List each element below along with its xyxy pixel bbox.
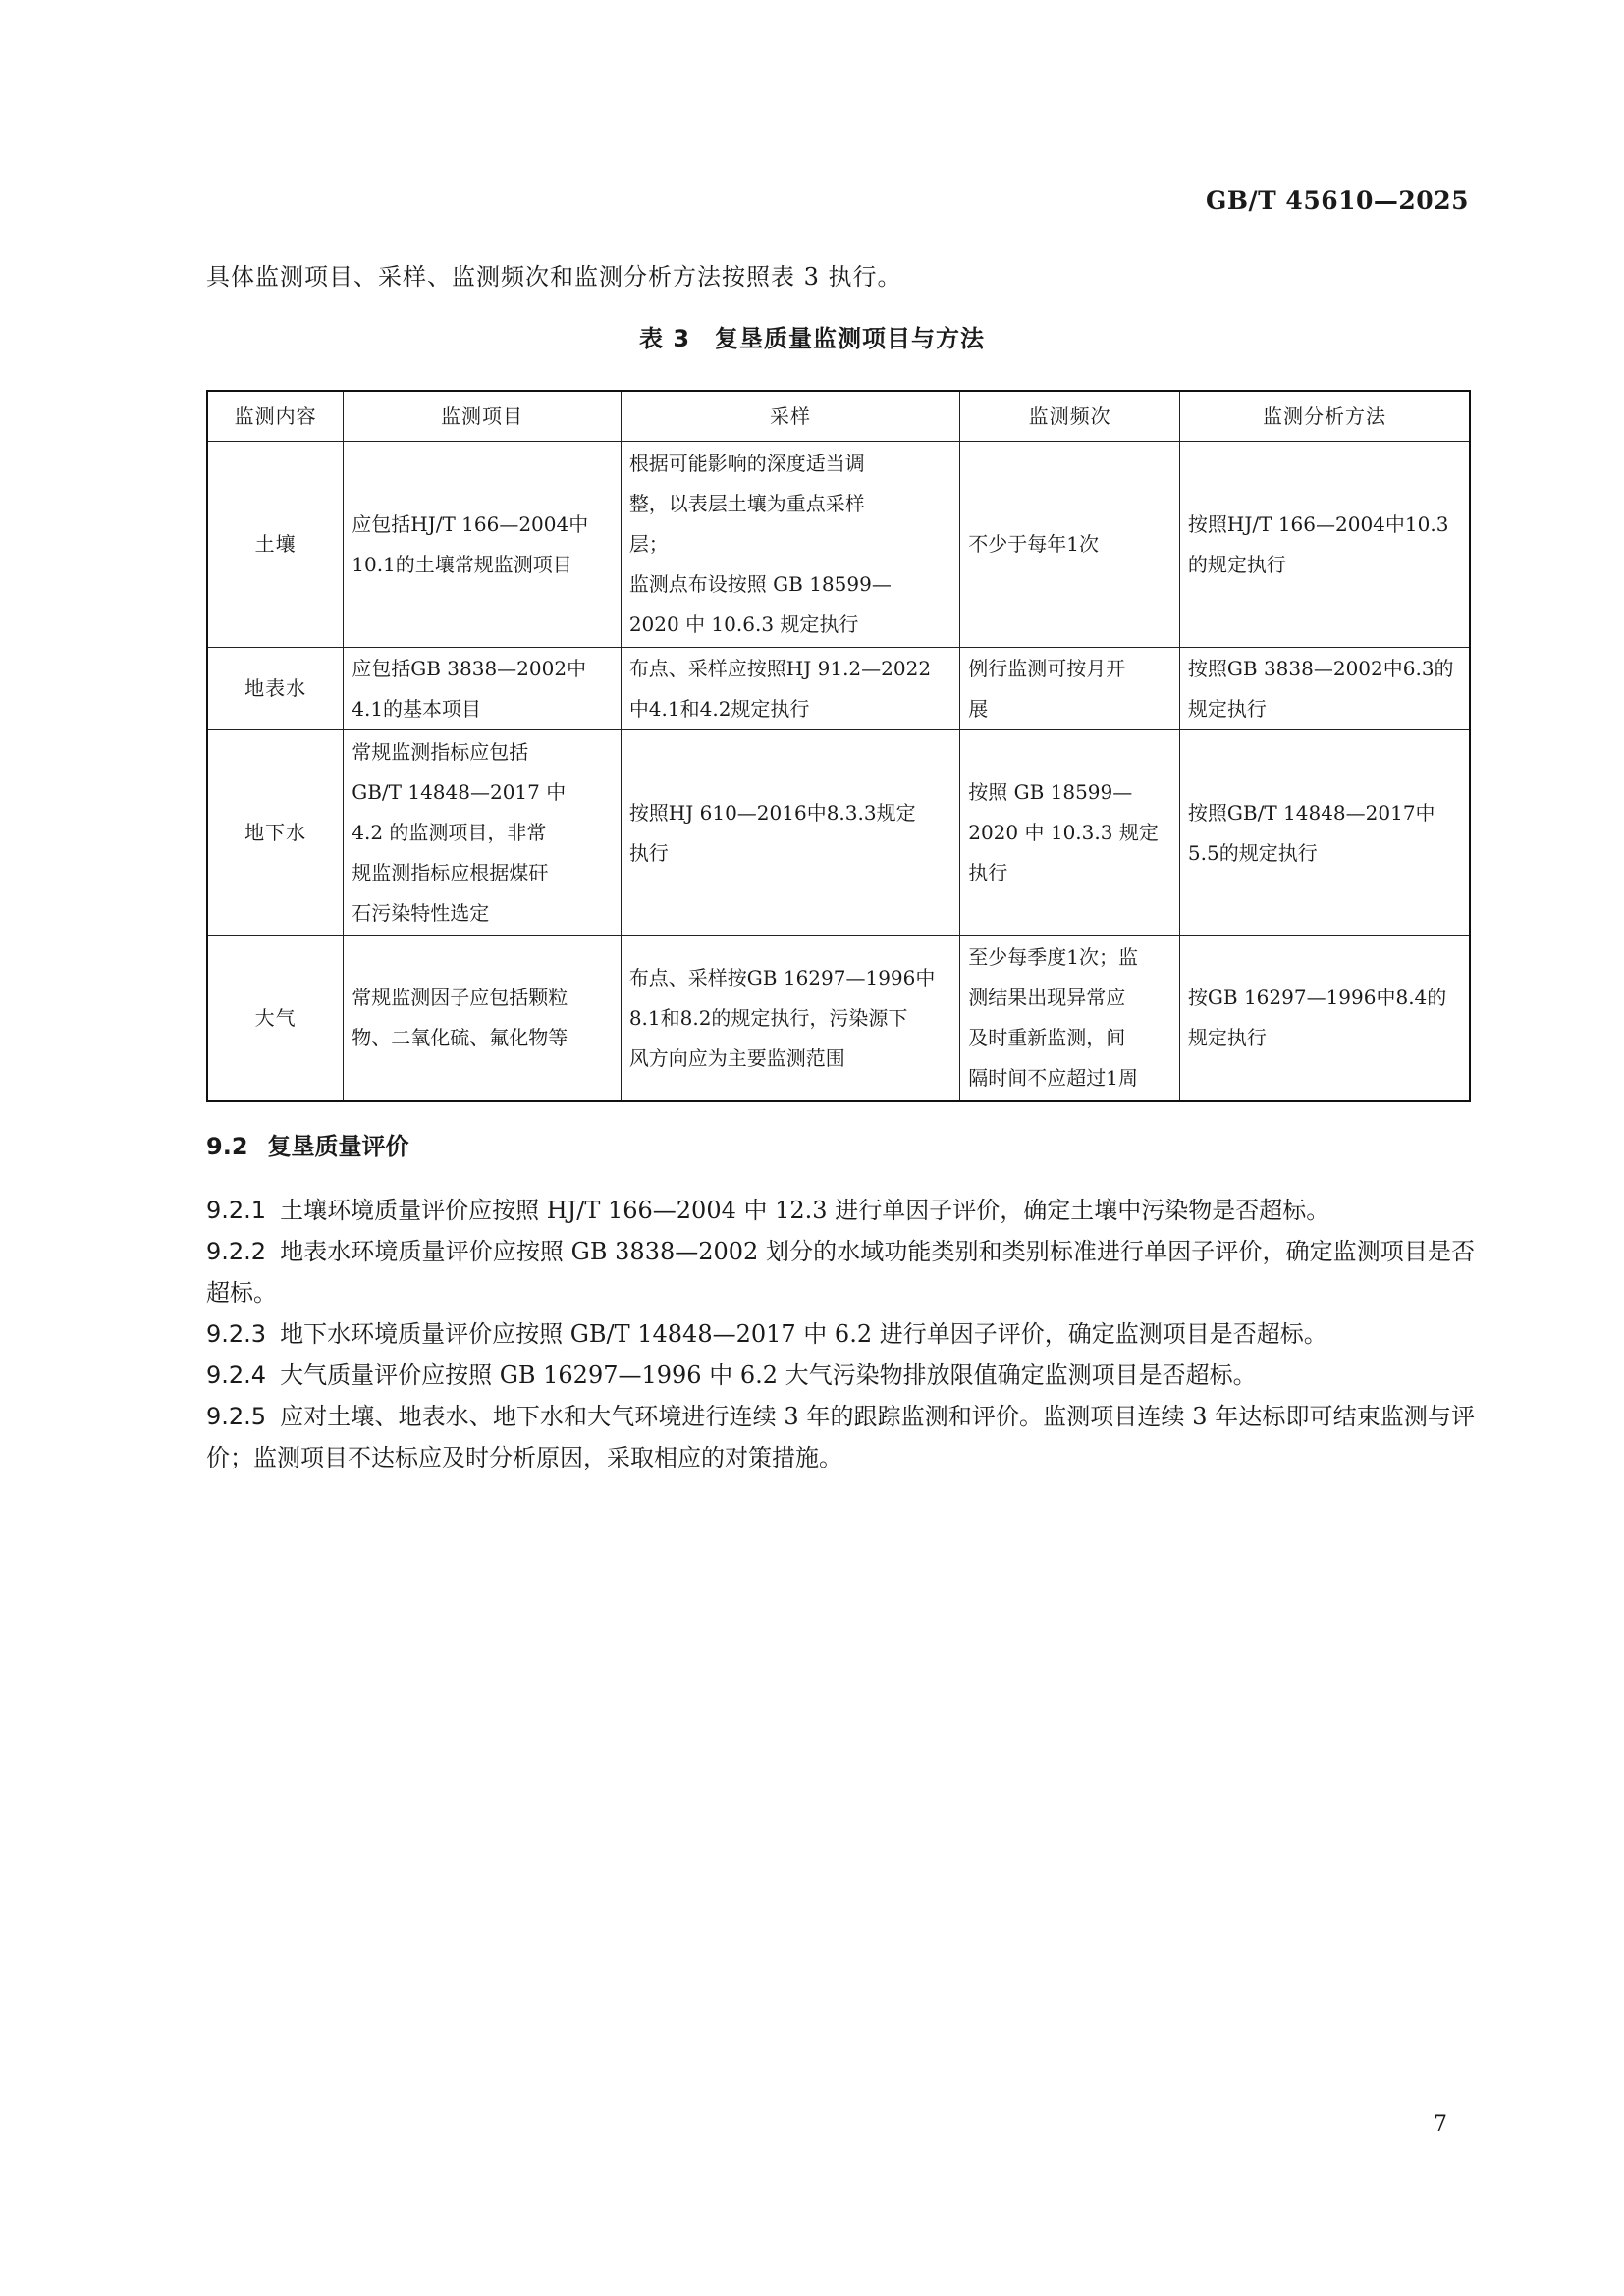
page-number: 7 bbox=[1434, 2112, 1447, 2137]
table-header-row bbox=[207, 391, 1470, 442]
sampling-cell bbox=[621, 730, 959, 936]
cell-line: 常规监测因子应包括颗粒 bbox=[352, 986, 568, 1010]
cell-line: 8.1和8.2的规定执行，污染源下 bbox=[628, 1005, 908, 1030]
cell-line: 根据可能影响的深度适当调 bbox=[628, 452, 865, 475]
clause-text: 地下水环境质量评价应按照 GB/T 14848—2017 中 6.2 进行单因子评价，确定监测项目是否超标。 bbox=[280, 1320, 1327, 1348]
cell-line: 按照GB 3838—2002中6.3的 bbox=[1187, 656, 1454, 680]
monitoring-items-cell bbox=[344, 730, 622, 936]
cell-line: 执行 bbox=[628, 840, 669, 865]
cell-line: 展 bbox=[968, 696, 989, 721]
cell-line: 层； bbox=[628, 532, 669, 556]
table-header-cell: 监测内容 bbox=[207, 391, 344, 442]
frequency-cell bbox=[960, 442, 1180, 648]
cell-line: 应包括GB 3838—2002中 bbox=[352, 656, 587, 680]
cell-line: 按照 GB 18599— bbox=[968, 780, 1133, 804]
cell-line: 规定执行 bbox=[1187, 696, 1267, 721]
cell-line: 不少于每年1次 bbox=[968, 532, 1099, 556]
monitoring-content-cell: 地下水 bbox=[207, 730, 344, 936]
cell-line: 按照HJ 610—2016中8.3.3规定 bbox=[628, 800, 916, 825]
cell-line: 按照HJ/T 166—2004中10.3 bbox=[1187, 511, 1449, 536]
cell-line: 布点、采样按GB 16297—1996中 bbox=[628, 965, 936, 989]
cell-line: 整，以表层土壤为重点采样 bbox=[628, 492, 865, 515]
cell-line: 规监测指标应根据煤矸 bbox=[352, 861, 549, 884]
clause-text: 土壤环境质量评价应按照 HJ/T 166—2004 中 12.3 进行单因子评价，确定土壤中污染物是否超标。 bbox=[280, 1197, 1330, 1224]
cell-line: 例行监测可按月开 bbox=[968, 656, 1126, 680]
clause-paragraph bbox=[206, 1396, 1475, 1478]
cell-line: 及时重新监测，间 bbox=[968, 1026, 1126, 1050]
analysis-method-cell bbox=[1179, 648, 1470, 730]
analysis-method-cell bbox=[1179, 936, 1470, 1101]
table-row bbox=[207, 648, 1470, 730]
cell-line: 5.5的规定执行 bbox=[1187, 840, 1318, 865]
analysis-method-cell bbox=[1179, 442, 1470, 648]
clause-number: 9.2.5 bbox=[206, 1403, 267, 1430]
table-header-cell: 监测分析方法 bbox=[1179, 391, 1470, 442]
section-title: 复垦质量评价 bbox=[267, 1133, 409, 1160]
clause-number: 9.2.3 bbox=[206, 1320, 267, 1348]
cell-line: 执行 bbox=[968, 861, 1008, 884]
clause-text: 地表水环境质量评价应按照 GB 3838—2002 划分的水域功能类别和类别标准进行单因子评价，确定监测项目是否超标。 bbox=[206, 1238, 1475, 1307]
cell-line: 2020 中 10.3.3 规定 bbox=[968, 821, 1159, 844]
cell-line: 按GB 16297—1996中8.4的 bbox=[1187, 986, 1447, 1010]
cell-line: 物、二氧化硫、氟化物等 bbox=[352, 1026, 568, 1050]
table-header-cell: 采样 bbox=[621, 391, 959, 442]
cell-line: 风方向应为主要监测范围 bbox=[628, 1045, 845, 1070]
table-title: 表 3 复垦质量监测项目与方法 bbox=[638, 325, 986, 352]
cell-line: 10.1的土壤常规监测项目 bbox=[352, 552, 572, 576]
table-row bbox=[207, 936, 1470, 1101]
clause-text: 应对土壤、地表水、地下水和大气环境进行连续 3 年的跟踪监测和评价。监测项目连续 3 年达标即可结束监测与评价；监测项目不达标应及时分析原因，采取相应的对策措施。 bbox=[206, 1403, 1475, 1471]
clause-list bbox=[206, 1190, 1475, 1478]
cell-line: 隔时间不应超过1周 bbox=[968, 1066, 1138, 1091]
sampling-cell bbox=[621, 442, 959, 648]
cell-line: 测结果出现异常应 bbox=[968, 986, 1126, 1010]
cell-line: 规定执行 bbox=[1187, 1026, 1267, 1050]
section-heading bbox=[206, 1127, 409, 1161]
table-header-cell: 监测项目 bbox=[344, 391, 622, 442]
analysis-method-cell bbox=[1179, 730, 1470, 936]
clause-number: 9.2.1 bbox=[206, 1197, 267, 1224]
table-row bbox=[207, 730, 1470, 936]
table-row bbox=[207, 442, 1470, 648]
monitoring-table bbox=[206, 390, 1471, 1102]
cell-line: 应包括HJ/T 166—2004中 bbox=[352, 511, 589, 536]
sampling-cell bbox=[621, 936, 959, 1101]
sampling-cell bbox=[621, 648, 959, 730]
cell-line: 监测点布设按照 GB 18599— bbox=[628, 572, 892, 596]
cell-line: 至少每季度1次；监 bbox=[968, 945, 1138, 970]
cell-line: 按照GB/T 14848—2017中 bbox=[1187, 800, 1435, 825]
monitoring-content-cell: 土壤 bbox=[207, 442, 344, 648]
table-header-cell: 监测频次 bbox=[960, 391, 1180, 442]
monitoring-items-cell bbox=[344, 442, 622, 648]
frequency-cell bbox=[960, 648, 1180, 730]
frequency-cell bbox=[960, 936, 1180, 1101]
clause-paragraph bbox=[206, 1231, 1475, 1313]
cell-line: 常规监测指标应包括 bbox=[352, 740, 529, 764]
monitoring-items-cell bbox=[344, 648, 622, 730]
cell-line: 4.2 的监测项目，非常 bbox=[352, 821, 547, 844]
intro-paragraph: 具体监测项目、采样、监测频次和监测分析方法按照表 3 执行。 bbox=[206, 263, 902, 291]
clause-number: 9.2.4 bbox=[206, 1362, 267, 1389]
section-number: 9.2 bbox=[206, 1133, 248, 1160]
clause-paragraph bbox=[206, 1313, 1475, 1355]
cell-line: 布点、采样应按照HJ 91.2—2022 bbox=[628, 656, 932, 680]
clause-text: 大气质量评价应按照 GB 16297—1996 中 6.2 大气污染物排放限值确定监测项目是否超标。 bbox=[280, 1362, 1257, 1389]
cell-line: 的规定执行 bbox=[1187, 552, 1286, 576]
frequency-cell bbox=[960, 730, 1180, 936]
standard-code: GB/T 45610—2025 bbox=[1206, 187, 1469, 215]
cell-line: 石污染特性选定 bbox=[352, 901, 490, 925]
monitoring-items-cell bbox=[344, 936, 622, 1101]
clause-paragraph bbox=[206, 1355, 1475, 1396]
cell-line: GB/T 14848—2017 中 bbox=[352, 780, 567, 804]
cell-line: 2020 中 10.6.3 规定执行 bbox=[628, 613, 859, 636]
clause-number: 9.2.2 bbox=[206, 1238, 267, 1265]
monitoring-content-cell: 大气 bbox=[207, 936, 344, 1101]
monitoring-content-cell: 地表水 bbox=[207, 648, 344, 730]
cell-line: 中4.1和4.2规定执行 bbox=[628, 696, 810, 721]
cell-line: 4.1的基本项目 bbox=[352, 696, 482, 721]
clause-paragraph bbox=[206, 1190, 1475, 1231]
